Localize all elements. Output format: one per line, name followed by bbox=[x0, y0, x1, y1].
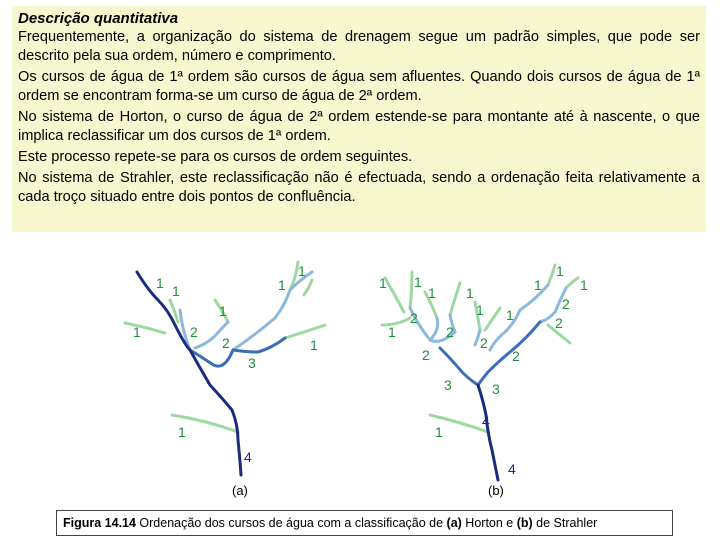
tree-a-order1-stream bbox=[125, 323, 165, 333]
caption-text-1: Ordenação dos cursos de água com a classificação de bbox=[135, 516, 447, 530]
tree-b-order-label: 1 bbox=[506, 307, 514, 323]
tree-b-order1-stream bbox=[410, 272, 412, 308]
tree-a-label: (a) bbox=[232, 483, 248, 498]
tree-b-order2-stream bbox=[490, 285, 548, 350]
tree-b-order-label: 1 bbox=[388, 324, 396, 340]
tree-b-order1-stream bbox=[485, 308, 500, 330]
tree-a-order-label: 1 bbox=[133, 324, 141, 340]
tree-b-order-label: 2 bbox=[446, 324, 454, 340]
tree-b-label: (b) bbox=[488, 483, 504, 498]
caption-text-3: de Strahler bbox=[532, 516, 598, 530]
tree-b-order1-stream bbox=[548, 265, 555, 285]
tree-a-order-label: 2 bbox=[190, 324, 198, 340]
tree-a-order-label: 1 bbox=[219, 303, 227, 319]
caption-text-2: Horton e bbox=[461, 516, 517, 530]
tree-a-order-label: 1 bbox=[310, 337, 318, 353]
tree-b-order-label: 2 bbox=[480, 335, 488, 351]
tree-b-order-label: 1 bbox=[379, 275, 387, 291]
stream-order-diagram bbox=[0, 250, 720, 505]
tree-a-order2-stream bbox=[233, 272, 312, 350]
paragraph-1: Frequentemente, a organização do sistema de drenagem segue um padrão simples, que pode ser descrito pela sua ordem, número e comprimento. bbox=[18, 29, 700, 64]
tree-b-order1-stream bbox=[382, 318, 410, 325]
tree-b-order2-stream bbox=[430, 318, 438, 340]
tree-b-order-label: 2 bbox=[555, 315, 563, 331]
description-box bbox=[12, 6, 706, 232]
tree-a-order-label: 1 bbox=[172, 283, 180, 299]
paragraph-2: Os cursos de água de 1ª ordem são cursos de água sem afluentes. Quando dois cursos de água de 1ª ordem se encontram forma-se um curso de água de 2ª ordem. bbox=[18, 69, 700, 104]
tree-a-horton bbox=[125, 262, 325, 475]
tree-b-order-label: 2 bbox=[410, 310, 418, 326]
tree-b-order1-stream bbox=[450, 283, 460, 315]
tree-b-order1-stream bbox=[385, 278, 404, 312]
paragraph-3: No sistema de Horton, o curso de água de 2ª ordem estende-se para montante até à nascente, o que implica reclassificar um dos cursos de 1ª ordem. bbox=[18, 109, 700, 144]
tree-b-strahler bbox=[382, 265, 578, 480]
caption-prefix: Figura 14.14 bbox=[63, 516, 136, 530]
tree-a-order-label: 4 bbox=[244, 449, 252, 465]
tree-a-order-label: 1 bbox=[278, 277, 286, 293]
tree-b-order-label: 2 bbox=[562, 296, 570, 312]
tree-b-order-label: 1 bbox=[534, 277, 542, 293]
section-heading: Descrição quantitativa bbox=[18, 10, 179, 27]
figure-caption bbox=[56, 510, 673, 536]
caption-b: (b) bbox=[516, 516, 533, 530]
tree-b-order-label: 1 bbox=[476, 302, 484, 318]
tree-b-order-label: 1 bbox=[556, 263, 564, 279]
tree-b-order-label: 1 bbox=[580, 277, 588, 293]
tree-b-order-label: 4 bbox=[482, 413, 490, 429]
tree-b-order-label: 1 bbox=[428, 285, 436, 301]
tree-b-order4-stream bbox=[478, 385, 498, 480]
caption-a: (a) bbox=[446, 516, 462, 530]
tree-b-order3-stream bbox=[478, 322, 540, 385]
tree-b-order1-stream bbox=[566, 278, 578, 288]
tree-a-order-label: 1 bbox=[298, 263, 306, 279]
tree-b-order-label: 1 bbox=[466, 285, 474, 301]
tree-b-order-label: 2 bbox=[512, 348, 520, 364]
tree-a-order-label: 1 bbox=[156, 275, 164, 291]
tree-b-order-label: 4 bbox=[508, 461, 516, 477]
paragraph-5: No sistema de Strahler, este reclassificação não é efectuada, sendo a ordenação feita relativamente a cada troço situado entre dois pontos de confluência. bbox=[18, 170, 700, 205]
tree-b-order-label: 3 bbox=[492, 381, 500, 397]
tree-a-order1-stream bbox=[285, 325, 325, 338]
tree-b-order-label: 1 bbox=[414, 274, 422, 290]
tree-a-order-label: 3 bbox=[248, 355, 256, 371]
tree-b-order-label: 2 bbox=[422, 347, 430, 363]
tree-b-order-label: 1 bbox=[435, 424, 443, 440]
paragraph-4: Este processo repete-se para os cursos de ordem seguintes. bbox=[18, 149, 413, 165]
tree-a-order-label: 2 bbox=[222, 335, 230, 351]
tree-b-order-label: 3 bbox=[444, 377, 452, 393]
tree-a-order-label: 1 bbox=[178, 424, 186, 440]
tree-a-order1-stream bbox=[304, 280, 312, 295]
